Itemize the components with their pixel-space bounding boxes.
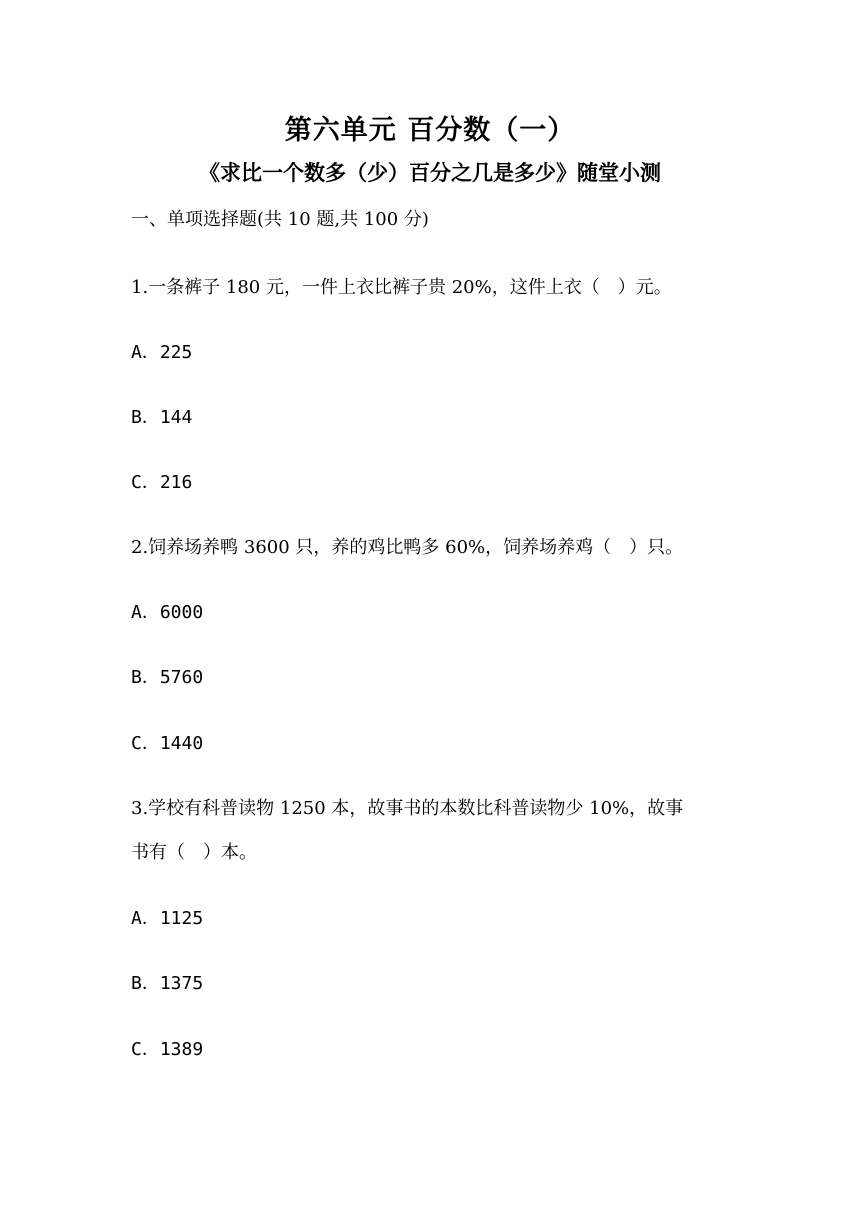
question-2-text: 2.饲养场养鸭 3600 只，养的鸡比鸭多 60%，饲养场养鸡（ ）只。 bbox=[131, 537, 684, 558]
question-1-option-c: C．216 bbox=[131, 472, 193, 493]
question-2-option-c: C．1440 bbox=[131, 733, 204, 754]
question-1-text: 1.一条裤子 180 元，一件上衣比裤子贵 20%，这件上衣（ ）元。 bbox=[131, 277, 672, 298]
page-subtitle: 《求比一个数多（少）百分之几是多少》随堂小测 bbox=[199, 161, 661, 185]
question-3-option-b: B．1375 bbox=[131, 973, 204, 994]
question-1-option-a: A．225 bbox=[131, 342, 193, 363]
question-3-text: 3.学校有科普读物 1250 本，故事书的本数比科普读物少 10%，故事 bbox=[131, 798, 684, 819]
question-2-option-a: A．6000 bbox=[131, 602, 204, 623]
question-3-option-a: A．1125 bbox=[131, 908, 204, 929]
question-1-option-b: B．144 bbox=[131, 407, 193, 428]
question-3-option-c: C．1389 bbox=[131, 1039, 204, 1060]
question-3-text-continued: 书有（ ）本。 bbox=[131, 842, 257, 863]
section-heading: 一、单项选择题(共 10 题,共 100 分) bbox=[131, 209, 429, 230]
page-title: 第六单元 百分数（一） bbox=[284, 115, 576, 146]
question-2-option-b: B．5760 bbox=[131, 667, 204, 688]
